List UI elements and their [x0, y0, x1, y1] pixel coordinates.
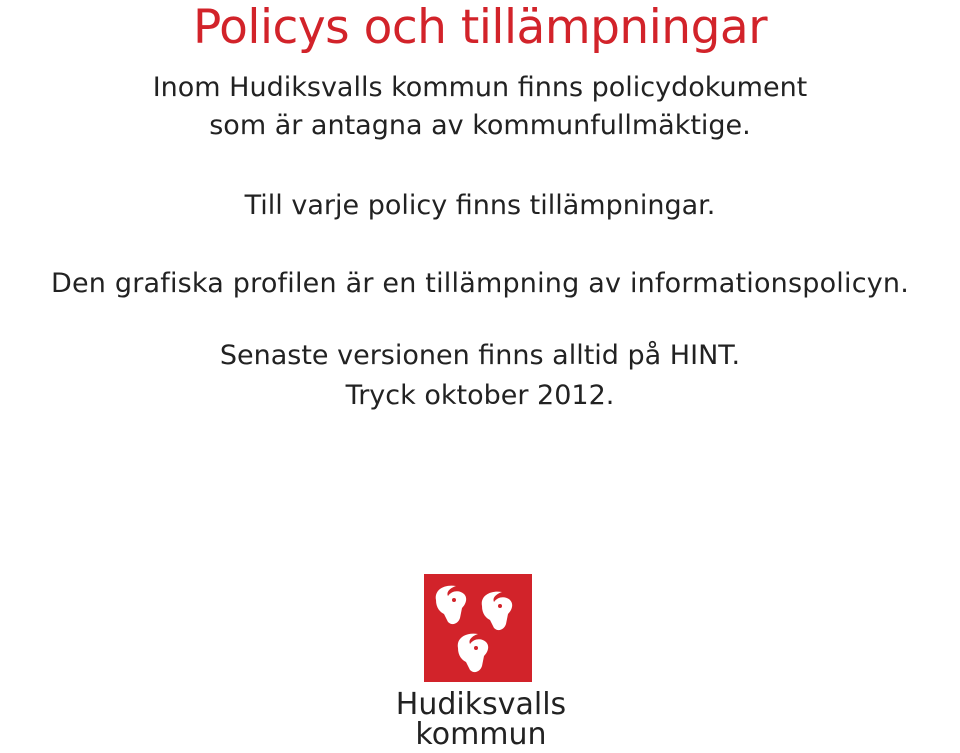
paragraph-line-6: Tryck oktober 2012.: [345, 380, 615, 411]
paragraph-line-1: Inom Hudiksvalls kommun finns policydokument: [152, 72, 808, 103]
logo-line-1: Hudiksvalls: [395, 687, 567, 722]
paragraph-line-3: Till varje policy finns tillämpningar.: [244, 190, 716, 221]
goat-emblem-icon: [424, 574, 532, 682]
paragraph-line-5: Senaste versionen finns alltid på HINT.: [219, 340, 741, 371]
logo-line-2: kommun: [415, 717, 547, 752]
paragraph-line-4: Den grafiska profilen är en tillämpning av informationspolicyn.: [50, 268, 910, 299]
paragraph-line-2: som är antagna av kommunfullmäktige.: [209, 110, 751, 141]
logo-wordmark: [376, 687, 586, 752]
page-title: Policys och tillämpningar: [192, 0, 768, 55]
